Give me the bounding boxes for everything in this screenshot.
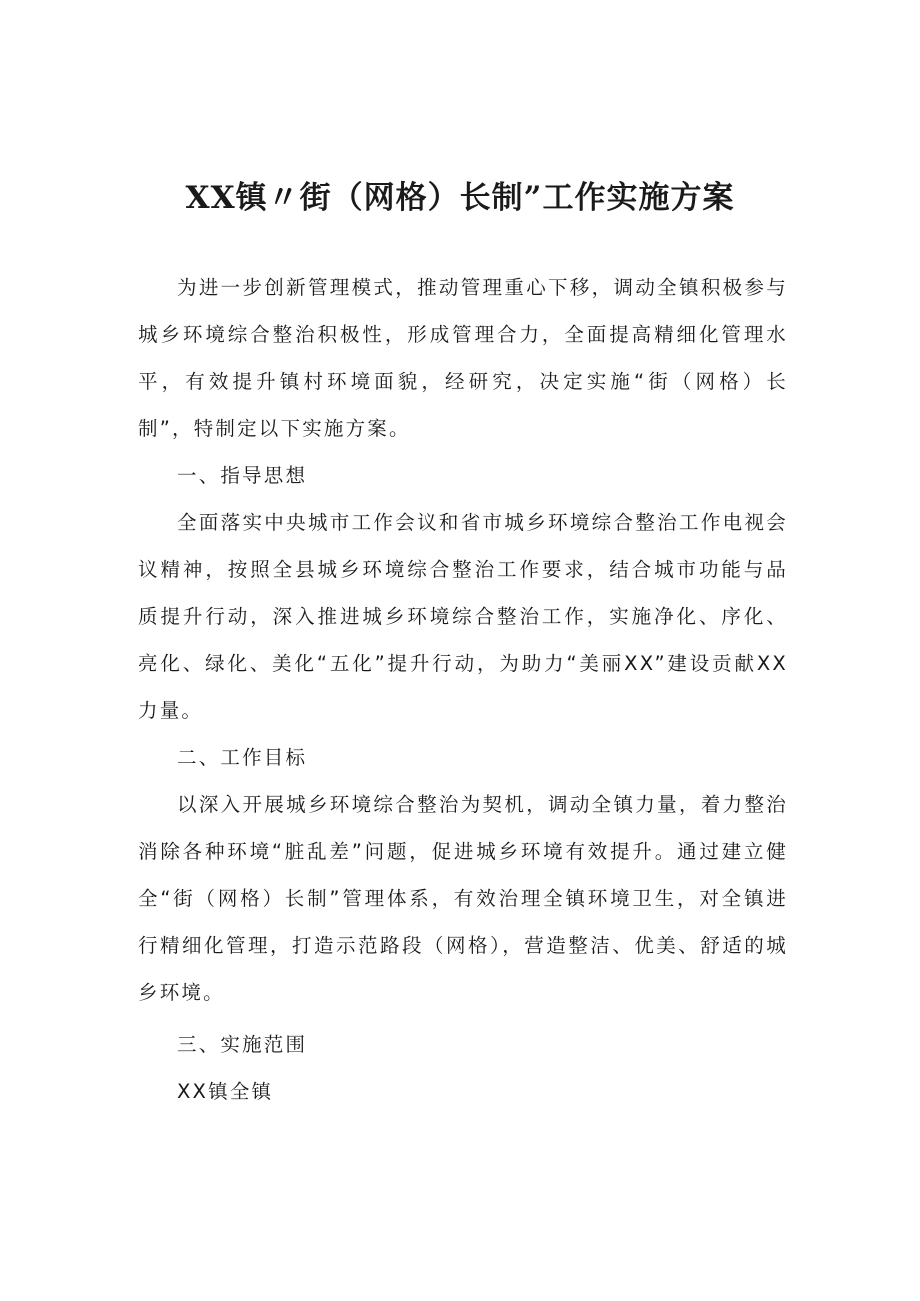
section-heading-scope: 三、实施范围: [177, 1033, 308, 1056]
section-paragraph-scope: XX镇全镇: [177, 1080, 274, 1103]
document-title: XX镇〃街（网格）长制”工作实施方案: [185, 180, 735, 216]
section-paragraph-guiding-ideology: 全面落实中央城市工作会议和省市城乡环境综合整治工作电视会议精神，按照全县城乡环境综合整治工作要求，结合城市功能与品质提升行动，深入推进城乡环境综合整治工作，实施净化、序化、亮化、绿化、美化“五化”提升行动，为助力“美丽XX”建设贡献XX力量。: [138, 511, 788, 722]
section-heading-work-goals: 二、工作目标: [177, 746, 308, 769]
section-heading-guiding-ideology: 一、指导思想: [177, 464, 308, 487]
section-paragraph-work-goals: 以深入开展城乡环境综合整治为契机，调动全镇力量，着力整治消除各种环境“脏乱差”问题，促进城乡环境有效提升。通过建立健全“街（网格）长制”管理体系，有效治理全镇环境卫生，对全镇进行精细化管理，打造示范路段（网格），营造整洁、优美、舒适的城乡环境。: [138, 793, 788, 1004]
intro-paragraph: 为进一步创新管理模式，推动管理重心下移，调动全镇积极参与城乡环境综合整治积极性，形成管理合力，全面提高精细化管理水平，有效提升镇村环境面貌，经研究，决定实施“街（网格）长制”，特制定以下实施方案。: [138, 276, 788, 440]
